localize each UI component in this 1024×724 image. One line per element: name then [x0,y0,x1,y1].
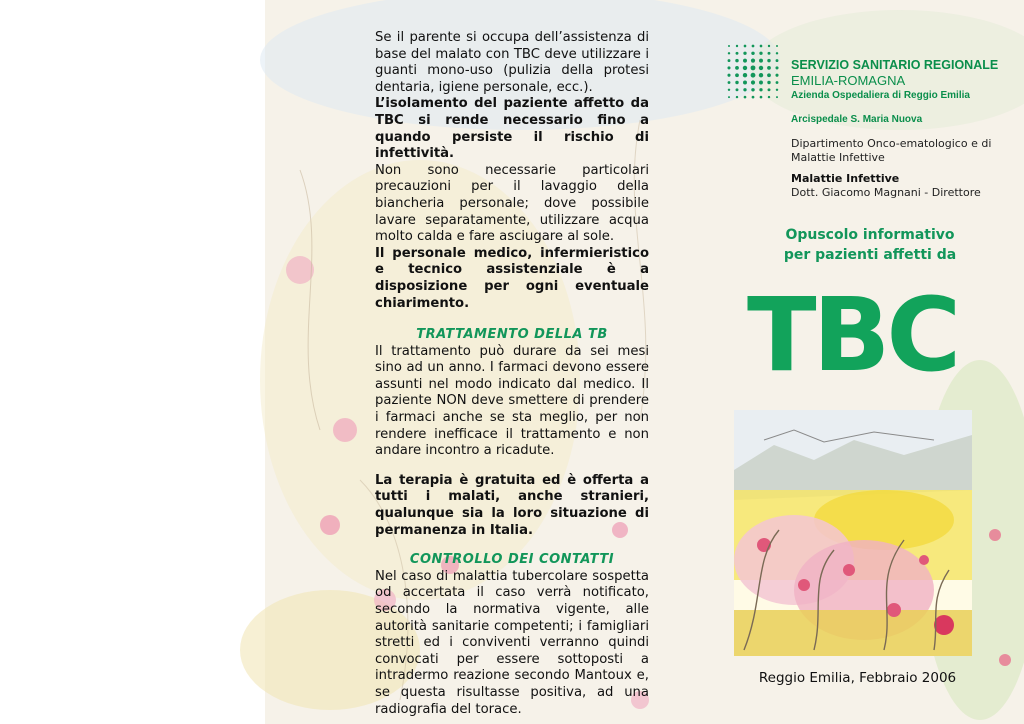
department-block [791,137,1001,200]
subtitle-line1: Opuscolo informativo [785,227,955,243]
heading-contacts: CONTROLLO DEI CONTATTI [409,552,615,568]
unit-name: Malattie Infettive [791,172,900,185]
brochure-subtitle [745,225,995,265]
landscape-painting [734,410,972,656]
main-title: TBC [747,276,958,395]
org-name-line2: EMILIA-ROMAGNA [791,73,906,88]
paragraph-free-therapy: La terapia è gratuita ed è offerta a tutti i malati, anche stranieri, qualunque sia la loro situazione di permanenza in Italia. [375,472,649,538]
paragraph-laundry: Non sono necessarie particolari precauzioni per il lavaggio della biancheria personale; dove possibile lavare separatamente, utilizzare acqua molto calda e fare asciugare al sole. [375,162,649,245]
org-name-line1: SERVIZIO SANITARIO REGIONALE [791,58,999,72]
paragraph-treatment: Il trattamento può durare da sei mesi sino ad un anno. I farmaci devono essere assunti nel modo indicato dal medico. Il paziente NON deve smettere di prendere i farmaci anche se sta meglio, per non rendere inefficace il trattamento e non andare incontro a ricadute. [375,343,649,459]
publication-date: Reggio Emilia, Febbraio 2006 [758,670,957,686]
left-text-column [375,30,649,718]
ssr-logo-dots [725,42,781,102]
director-name: Dott. Giacomo Magnani - Direttore [791,186,981,199]
paragraph-staff: Il personale medico, infermieristico e tecnico assistenziale è a disposizione per ogni eventuale chiarimento. [375,245,649,311]
hospital-name: Arcispedale S. Maria Nuova [791,114,923,125]
paragraph-gloves: Se il parente si occupa dell’assistenza di base del malato con TBC deve utilizzare i guanti mono-uso (pulizia della protesi dentaria, igiene personale, ecc.). [375,30,649,95]
department-name: Dipartimento Onco-ematologico e di Malattie Infettive [791,137,992,164]
heading-treatment: TRATTAMENTO DELLA TB [416,327,608,343]
paragraph-isolation: L’isolamento del paziente affetto da TBC si rende necessario fino a quando persiste il rischio di infettività. [375,96,649,162]
paragraph-contacts: Nel caso di malattia tubercolare sospetta od accertata il caso verrà notificato, secondo la normativa vigente, alle autorità sanitarie competenti; i famigliari stretti ed i conviventi verranno quindi convocati per essere sottoposti a intradermo reazione secondo Mantoux e, se questa risultasse positiva, ad una radiografia del torace. [375,568,649,717]
subtitle-line2: per pazienti affetti da [783,247,957,263]
org-name-line3: Azienda Ospedaliera di Reggio Emilia [791,90,970,101]
